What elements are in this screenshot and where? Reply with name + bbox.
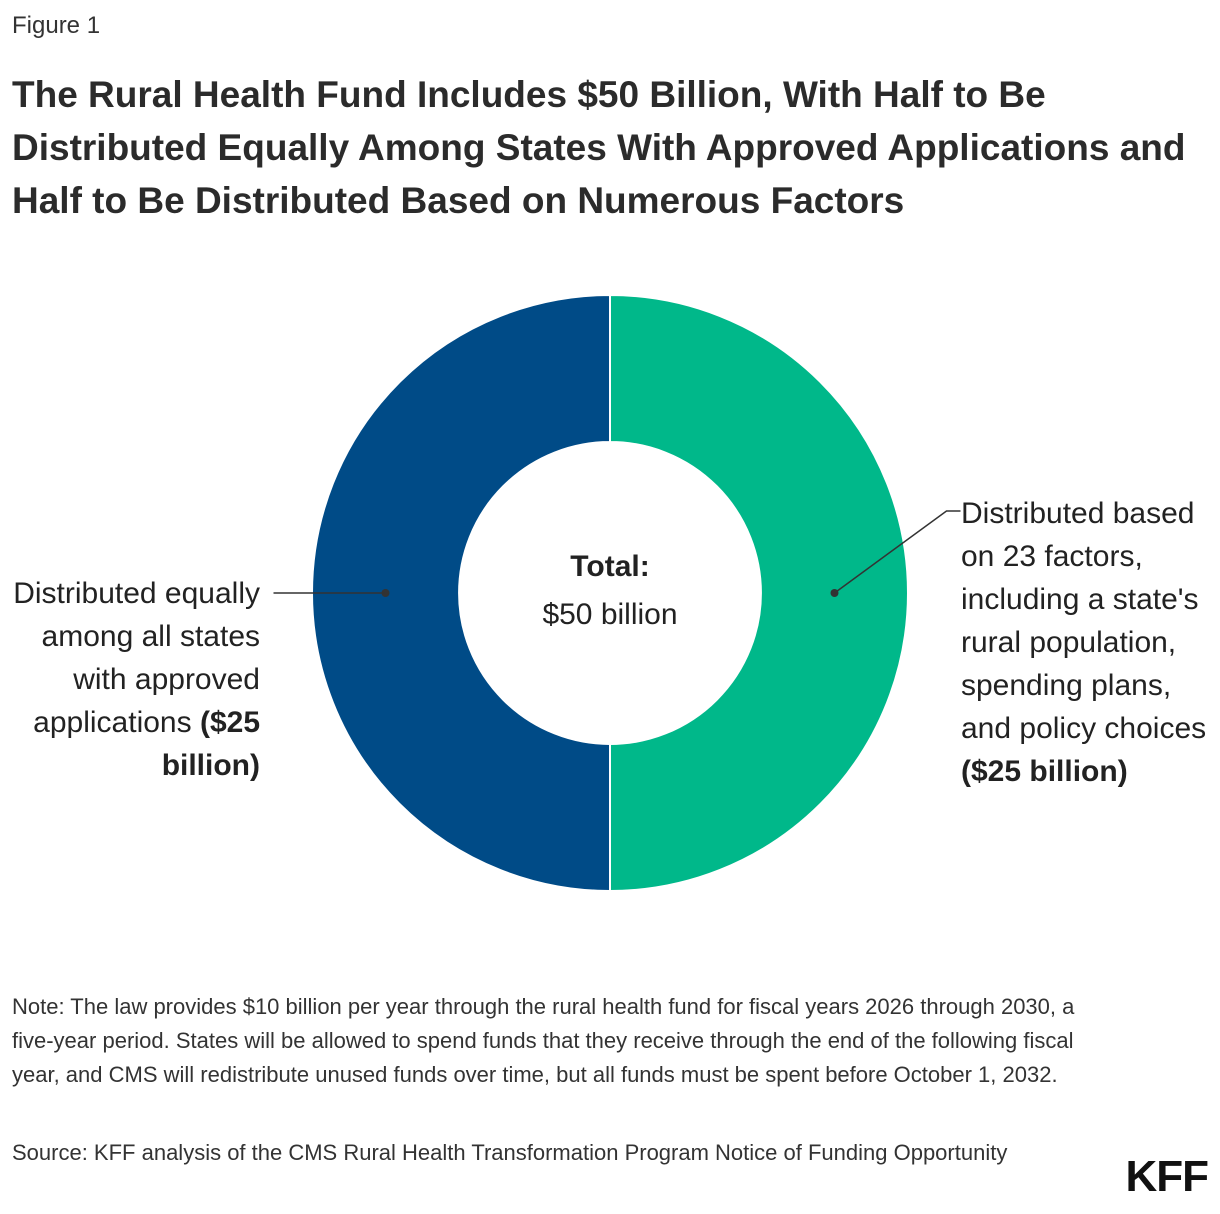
chart-note: Note: The law provides $10 billion per year through the rural health fund for fiscal years 2026 through 2030, a five-year period. States will be allowed to spend funds that they receive through the end of the following fiscal year, and CMS will redistribute unused funds over time, but all funds must be spent before October 1, 2032. [12, 994, 1075, 1087]
chart-source: Source: KFF analysis of the CMS Rural Health Transformation Program Notice of Funding Opportunity [12, 1140, 1008, 1165]
slice-label-amount: ($25 billion) [961, 755, 1128, 788]
center-total-label: Total: [570, 550, 650, 583]
figure-label: Figure 1 [12, 12, 101, 39]
center-total-value: $50 billion [542, 598, 678, 631]
slice-label-factor-distribution [961, 492, 1216, 793]
slice-label-text: Distributed equally among all states with approved applications [13, 577, 260, 739]
slice-label-amount: ($25 billion) [161, 706, 260, 782]
kff-logo: KFF [1125, 1152, 1208, 1201]
slice-label-text: Distributed based on 23 factors, including a state's rural population, spending plans, and policy choices [961, 497, 1207, 745]
slice-label-equal-distribution [10, 572, 260, 787]
chart-title: The Rural Health Fund Includes $50 Billion, With Half to Be Distributed Equally Among States With Approved Applications and Half to Be Distributed Based on Numerous Factors [12, 74, 1186, 221]
donut-slice-0 [610, 295, 908, 891]
